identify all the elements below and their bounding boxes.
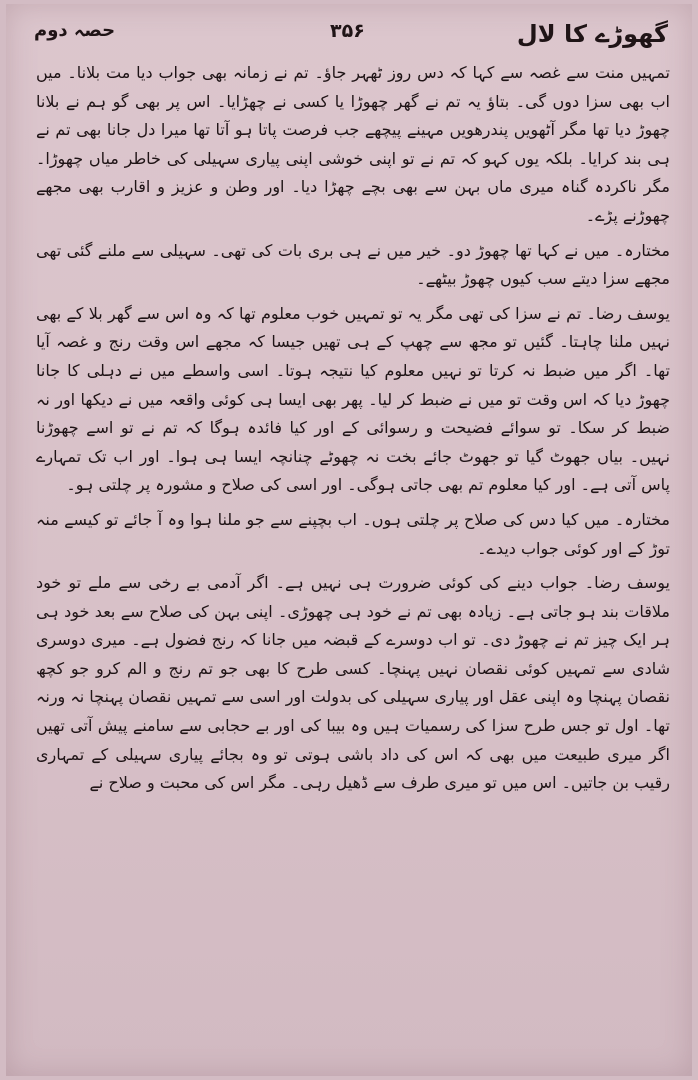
part-label: حصہ دوم bbox=[34, 20, 116, 41]
paragraph: تمہیں منت سے غصہ سے کہا کہ دس روز ٹھہر جاؤ۔ تم نے زمانہ بھی جواب دیا مت بلانا۔ میں اب بھی سزا دوں گی۔ بتاؤ یہ تم نے گھر چھوڑا یا کسی نے چھڑایا۔ اس پر بھی گو ہم نے بلانا چھوڑ دیا تھا مگر آٹھویں پندرھویں مہینے پیچھے جب فرصت پاتا ہو آتا تھا میرا دل جانا بھی تم نے ہی بند کرایا۔ بلکہ یوں کہو کہ تم نے تو اپنی خوشی اپنی پیاری سہیلی کی خاطر میاں چھوڑا۔ مگر ناکردہ گناہ میری ماں بہن سے بھی بچے چھڑا دیا۔ اور وطن و عزیز و اقارب بھی مجھے چھوڑنے پڑے۔ bbox=[36, 63, 670, 225]
page-number: ۳۵۶ bbox=[330, 20, 365, 42]
paragraph: یوسف رضا۔ تم نے سزا کی تھی مگر یہ تو تمہیں خوب معلوم تھا کہ وہ اس سے گھر بلا کے بھی نہیں ملنا چاہتا۔ گئیں تو مجھ سے چھپ کے ہی تھیں جیسا کہ مجھے اس وقت رنج و غصہ آیا تھا۔ اگر میں ضبط نہ کرتا تو نہیں معلوم کیا نتیجہ ہوتا۔ اسی واسطے میں نے دہلی کا جانا چھوڑ دیا کہ اس وقت تو میں نے ضبط کر لیا۔ پھر بھی ایسا ہی کوئی واقعہ میں نے دیکھا اور نہ ضبط کر سکا۔ تو سوائے فضیحت و رسوائی کے اور کیا فائدہ ہوگا کہ تم نے تو اسے چھوڑنا نہیں۔ بیاں جھوٹ گیا تو جھوٹ جائے بخت نہ چھوٹے چنانچہ ایسا ہی ہوا۔ اور اب تک تمہارے پاس آتی ہے۔ اور کیا معلوم تم بھی جاتی ہوگی۔ اور اسی کی صلاح و مشورہ پر چلتی ہو۔ bbox=[36, 303, 670, 495]
page-header bbox=[30, 12, 668, 56]
paragraph: مختارہ۔ میں کیا دس کی صلاح پر چلتی ہوں۔ اب بچپنے سے جو ملنا ہوا وہ آ جائے تو کیسے منہ توڑ کے اور کوئی جواب دیدے۔ bbox=[36, 509, 670, 558]
book-title: گھوڑے کا لال bbox=[516, 20, 668, 48]
paragraph: یوسف رضا۔ جواب دینے کی کوئی ضرورت ہی نہیں ہے۔ اگر آدمی بے رخی سے ملے تو خود ملاقات بند ہو جاتی ہے۔ زیادہ بھی تم نے خود ہی چھوڑی۔ اپنی بہن کی صلاح سے بعد خود ہی ہر ایک چیز تم نے چھوڑ دی۔ تو اب دوسرے کے قبضہ میں جانا کہ رنج فضول ہے۔ میری دوسری شادی سے تمہیں کوئی نقصان نہیں پہنچا۔ کسی طرح کا بھی جو تم رنج و الم کرو جو کچھ نقصان پہنچا وہ اپنی عقل اور پیاری سہیلی کی بدولت اور اسی سے تمہیں نقصان پہنچا نہ ورنہ تھا۔ اول تو جس طرح سزا کی رسمیات ہیں وہ بیبا کی اور بے حجابی سے سامنے پیش آتی تھیں اگر میری طبیعت میں بھی کہ اس کی داد باشی ہوتی تو وہ بجائے پیاری سہیلی کے تمہاری رقیب بن جاتیں۔ اس میں تو میری طرف سے ڈھیل رہی۔ مگر اس کی محبت و صلاح نے bbox=[36, 573, 670, 793]
book-page bbox=[6, 4, 692, 1076]
paragraph: مختارہ۔ میں نے کہا تھا چھوڑ دو۔ خیر میں نے ہی بری بات کی تھی۔ سہیلی سے ملنے گئی تھی مجھے سزا دیتے سب کیوں چھوڑ بیٹھے۔ bbox=[36, 240, 670, 289]
page-body bbox=[36, 59, 670, 1046]
